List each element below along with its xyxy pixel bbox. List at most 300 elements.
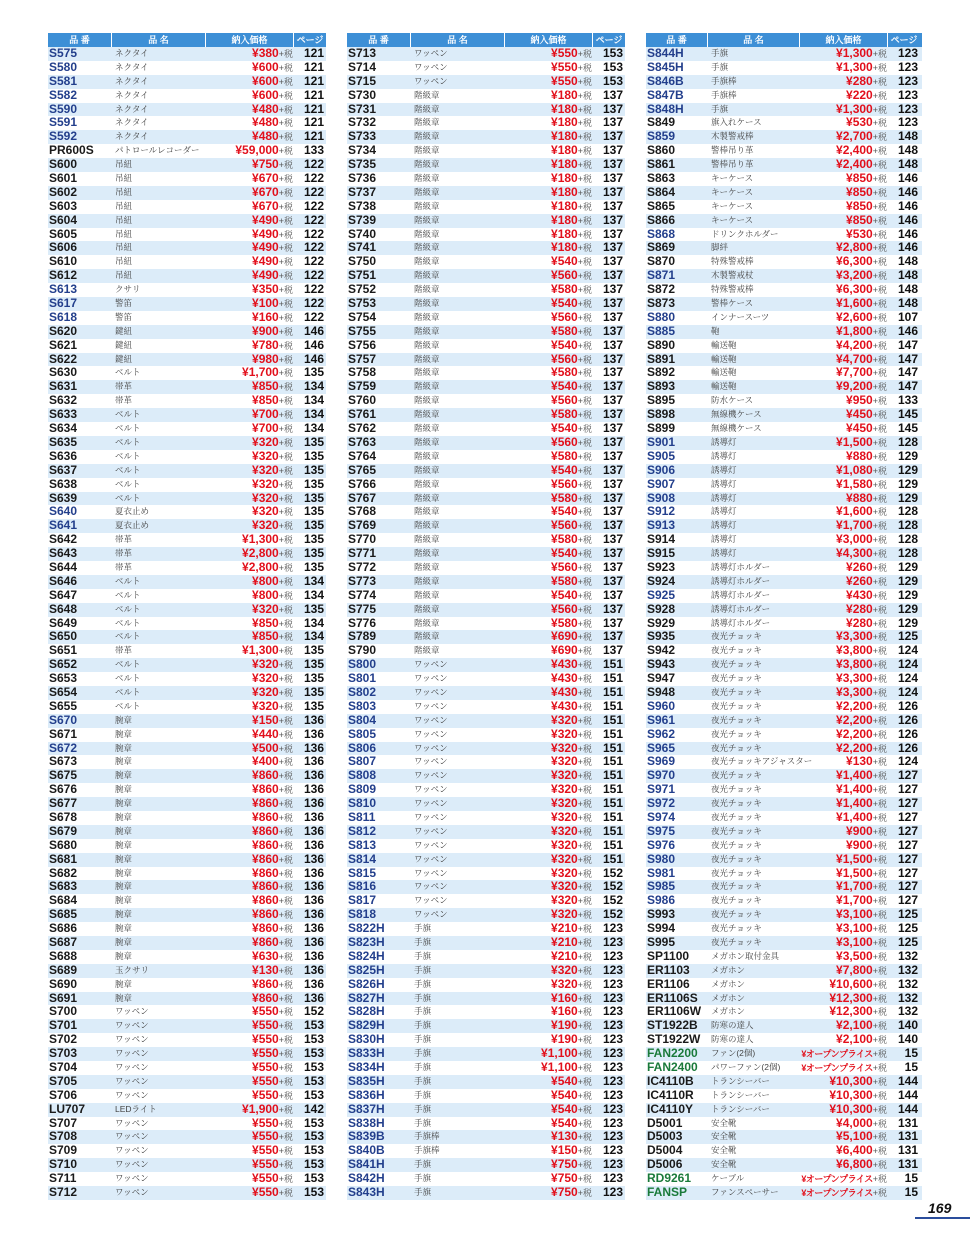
item-code: S823H bbox=[348, 935, 385, 949]
item-name: ファン(2個) bbox=[711, 1048, 756, 1059]
table-row bbox=[48, 1089, 326, 1103]
tax-suffix: +税 bbox=[872, 76, 887, 87]
item-name: 腕章 bbox=[115, 811, 133, 822]
catalog-page: 127 bbox=[897, 837, 918, 852]
tax-suffix: +税 bbox=[872, 229, 887, 240]
item-code: S942 bbox=[647, 643, 676, 658]
item-code: S734 bbox=[348, 143, 377, 158]
item-price bbox=[206, 366, 294, 380]
tax-suffix: +税 bbox=[577, 465, 592, 476]
table-row bbox=[646, 742, 922, 756]
item-code: S828H bbox=[348, 1004, 385, 1019]
table-row bbox=[48, 228, 326, 242]
tax-suffix: +税 bbox=[278, 187, 293, 198]
price-amount: ¥2,100 bbox=[836, 1018, 873, 1033]
tax-suffix: +税 bbox=[577, 104, 592, 115]
item-name: 階級章 bbox=[414, 589, 440, 600]
tax-suffix: +税 bbox=[872, 410, 887, 421]
item-price bbox=[206, 269, 294, 283]
item-name: 夜光チョッキ bbox=[711, 645, 762, 656]
catalog-page: 147 bbox=[897, 379, 918, 394]
item-price bbox=[505, 228, 593, 242]
item-price bbox=[505, 978, 593, 992]
price-amount: ¥540 bbox=[551, 587, 578, 602]
tax-suffix: +税 bbox=[278, 299, 293, 310]
catalog-page: 140 bbox=[897, 1032, 918, 1047]
table-row bbox=[48, 936, 326, 950]
catalog-page: 137 bbox=[602, 490, 623, 505]
item-name: 階級章 bbox=[414, 353, 440, 364]
price-amount: ¥750 bbox=[551, 1171, 578, 1186]
price-amount: ¥750 bbox=[551, 1157, 578, 1172]
tax-suffix: +税 bbox=[577, 160, 592, 171]
item-price bbox=[505, 158, 593, 172]
table-row bbox=[347, 200, 625, 214]
item-name: クサリ bbox=[115, 284, 141, 295]
table-row bbox=[347, 325, 625, 339]
tax-suffix: +税 bbox=[278, 1174, 293, 1185]
tax-suffix: +税 bbox=[278, 451, 293, 462]
item-price bbox=[206, 464, 294, 478]
table-row bbox=[646, 89, 922, 103]
catalog-page: 137 bbox=[602, 434, 623, 449]
item-code: D5003 bbox=[647, 1129, 683, 1144]
table-row bbox=[646, 144, 922, 158]
item-name: 特殊警戒棒 bbox=[711, 256, 754, 267]
item-name: 手旗棒 bbox=[414, 1131, 440, 1142]
price-amount: ¥180 bbox=[551, 240, 578, 255]
tax-suffix: +税 bbox=[278, 132, 293, 143]
item-price bbox=[800, 1186, 888, 1200]
table-row bbox=[646, 630, 922, 644]
catalog-page: 129 bbox=[897, 476, 918, 491]
table-row bbox=[347, 992, 625, 1006]
item-code: IC4110B bbox=[647, 1073, 694, 1088]
table-row bbox=[48, 116, 326, 130]
item-price bbox=[206, 880, 294, 894]
tax-suffix: +税 bbox=[872, 465, 887, 476]
item-price bbox=[800, 964, 888, 978]
price-amount: ¥3,800 bbox=[836, 657, 873, 672]
item-code: S844H bbox=[647, 46, 684, 60]
price-amount: ¥580 bbox=[551, 490, 578, 505]
table-row bbox=[646, 297, 922, 311]
item-price bbox=[206, 922, 294, 936]
catalog-page: 136 bbox=[303, 907, 324, 922]
table-row bbox=[48, 492, 326, 506]
catalog-page: 137 bbox=[602, 379, 623, 394]
tax-suffix: +税 bbox=[577, 854, 592, 865]
item-price bbox=[800, 297, 888, 311]
tax-suffix: +税 bbox=[278, 1188, 293, 1199]
catalog-page: 129 bbox=[897, 462, 918, 477]
item-code: S751 bbox=[348, 268, 377, 283]
item-code: S802 bbox=[348, 684, 377, 699]
catalog-page: 151 bbox=[602, 809, 623, 824]
catalog-page: 152 bbox=[602, 879, 623, 894]
item-price bbox=[206, 894, 294, 908]
page-number-underline bbox=[915, 1217, 970, 1219]
tax-suffix: +税 bbox=[577, 118, 592, 129]
price-amount: ¥540 bbox=[551, 1087, 578, 1102]
item-price bbox=[800, 353, 888, 367]
item-price bbox=[800, 672, 888, 686]
catalog-page: 134 bbox=[303, 573, 324, 588]
table-row bbox=[48, 894, 326, 908]
item-code: S974 bbox=[647, 809, 676, 824]
tax-suffix: +税 bbox=[872, 368, 887, 379]
tax-suffix: +税 bbox=[577, 840, 592, 851]
table-row bbox=[48, 130, 326, 144]
catalog-page: 152 bbox=[602, 865, 623, 880]
item-name: ネクタイ bbox=[115, 89, 149, 100]
item-name: ベルト bbox=[115, 700, 141, 711]
table-row bbox=[646, 450, 922, 464]
catalog-page: 123 bbox=[897, 115, 918, 130]
item-name: 階級章 bbox=[414, 423, 440, 434]
tax-suffix: +税 bbox=[872, 785, 887, 796]
table-row bbox=[347, 880, 625, 894]
item-price bbox=[206, 603, 294, 617]
item-name: ワッペン bbox=[115, 1089, 149, 1100]
catalog-page: 152 bbox=[602, 907, 623, 922]
item-price bbox=[505, 339, 593, 353]
item-price bbox=[505, 922, 593, 936]
catalog-page: 146 bbox=[897, 171, 918, 186]
catalog-page: 137 bbox=[602, 282, 623, 297]
table-row bbox=[646, 339, 922, 353]
item-name: 手旗 bbox=[711, 48, 729, 58]
item-name: 夜光チョッキ bbox=[711, 728, 762, 739]
tax-suffix: +税 bbox=[872, 1188, 887, 1199]
table-row bbox=[646, 728, 922, 742]
item-price bbox=[800, 283, 888, 297]
tax-suffix: +税 bbox=[577, 1090, 592, 1101]
catalog-page: 126 bbox=[897, 726, 918, 741]
catalog-page: 122 bbox=[303, 212, 324, 227]
catalog-page: 146 bbox=[897, 323, 918, 338]
tax-suffix: +税 bbox=[872, 437, 887, 448]
tax-suffix: +税 bbox=[278, 410, 293, 421]
catalog-page: 136 bbox=[303, 796, 324, 811]
tax-suffix: +税 bbox=[278, 910, 293, 921]
item-price bbox=[206, 103, 294, 117]
tax-suffix: +税 bbox=[278, 1132, 293, 1143]
table-row bbox=[646, 575, 922, 589]
price-amount: ¥2,800 bbox=[242, 559, 279, 574]
table-row bbox=[347, 922, 625, 936]
item-code: S685 bbox=[49, 907, 78, 922]
tax-suffix: +税 bbox=[577, 229, 592, 240]
table-row bbox=[347, 186, 625, 200]
table-row bbox=[48, 825, 326, 839]
item-code: S830H bbox=[348, 1032, 385, 1047]
table-row bbox=[48, 603, 326, 617]
item-price bbox=[505, 894, 593, 908]
price-amount: ¥540 bbox=[551, 379, 578, 394]
item-price bbox=[800, 533, 888, 547]
item-price bbox=[800, 214, 888, 228]
tax-suffix: +税 bbox=[278, 979, 293, 990]
table-row bbox=[347, 894, 625, 908]
item-price bbox=[206, 1144, 294, 1158]
item-code: S912 bbox=[647, 504, 676, 519]
price-amount: ¥180 bbox=[551, 171, 578, 186]
table-row bbox=[646, 353, 922, 367]
tax-suffix: +税 bbox=[872, 243, 887, 254]
item-code: S622 bbox=[49, 351, 78, 366]
table-row bbox=[48, 422, 326, 436]
item-code: S960 bbox=[647, 698, 676, 713]
tax-suffix: +税 bbox=[577, 201, 592, 212]
item-price bbox=[505, 366, 593, 380]
item-price bbox=[800, 783, 888, 797]
item-price bbox=[505, 47, 593, 61]
item-price bbox=[206, 783, 294, 797]
item-code: S863 bbox=[647, 171, 676, 186]
item-name: 手旗 bbox=[414, 1187, 432, 1198]
price-amount: ¥320 bbox=[252, 657, 279, 672]
table-row bbox=[646, 617, 922, 631]
item-price bbox=[505, 492, 593, 506]
price-amount: ¥860 bbox=[252, 990, 279, 1005]
tax-suffix: +税 bbox=[872, 493, 887, 504]
item-name: LEDライト bbox=[115, 1103, 157, 1114]
table-row bbox=[646, 644, 922, 658]
item-code: S758 bbox=[348, 365, 377, 380]
tax-suffix: +税 bbox=[577, 535, 592, 546]
catalog-page: 151 bbox=[602, 754, 623, 769]
item-code: S617 bbox=[49, 296, 78, 311]
catalog-page: 129 bbox=[897, 601, 918, 616]
table-row bbox=[48, 1144, 326, 1158]
item-code: S673 bbox=[49, 754, 78, 769]
catalog-page: 146 bbox=[303, 351, 324, 366]
table-row bbox=[646, 1103, 922, 1117]
table-header bbox=[48, 33, 326, 47]
item-price bbox=[505, 297, 593, 311]
item-code: S635 bbox=[49, 434, 78, 449]
item-code: S632 bbox=[49, 393, 78, 408]
catalog-page: 153 bbox=[602, 46, 623, 60]
item-name: 夜光チョッキ bbox=[711, 770, 762, 781]
table-row bbox=[646, 241, 922, 255]
item-code: S690 bbox=[49, 976, 78, 991]
item-code: S804 bbox=[348, 712, 377, 727]
catalog-page: 146 bbox=[897, 226, 918, 241]
table-row bbox=[347, 561, 625, 575]
table-row bbox=[646, 436, 922, 450]
item-name: 手旗 bbox=[414, 992, 432, 1003]
tax-suffix: +税 bbox=[278, 243, 293, 254]
item-code: S895 bbox=[647, 393, 676, 408]
item-price bbox=[505, 728, 593, 742]
item-price bbox=[800, 186, 888, 200]
catalog-page: 123 bbox=[602, 1185, 623, 1200]
item-name: インナースーツ bbox=[711, 311, 770, 322]
price-amount: ¥670 bbox=[252, 184, 279, 199]
catalog-page: 136 bbox=[303, 712, 324, 727]
item-price bbox=[505, 144, 593, 158]
tax-suffix: +税 bbox=[577, 868, 592, 879]
table-row bbox=[48, 450, 326, 464]
tax-suffix: +税 bbox=[577, 479, 592, 490]
tax-suffix: +税 bbox=[872, 854, 887, 865]
item-price bbox=[206, 228, 294, 242]
tax-suffix: +税 bbox=[577, 437, 592, 448]
item-name: 階級章 bbox=[414, 117, 440, 128]
item-name: 階級章 bbox=[414, 159, 440, 170]
tax-suffix: +税 bbox=[577, 1076, 592, 1087]
item-code: S702 bbox=[49, 1032, 78, 1047]
item-price bbox=[206, 339, 294, 353]
price-amount: ¥1,500 bbox=[836, 434, 873, 449]
item-code: S789 bbox=[348, 629, 377, 644]
item-code: S813 bbox=[348, 837, 377, 852]
price-amount: ¥130 bbox=[846, 754, 873, 769]
item-code: S689 bbox=[49, 962, 78, 977]
price-amount: ¥980 bbox=[252, 351, 279, 366]
item-price bbox=[206, 1005, 294, 1019]
item-name: 夜光チョッキ bbox=[711, 895, 762, 906]
item-code: S826H bbox=[348, 976, 385, 991]
price-amount: ¥130 bbox=[252, 962, 279, 977]
table-row bbox=[347, 255, 625, 269]
item-name: 夜光チョッキ bbox=[711, 937, 762, 947]
item-price bbox=[800, 575, 888, 589]
item-name: 腕章 bbox=[115, 895, 133, 906]
price-amount: ¥2,800 bbox=[242, 546, 279, 561]
catalog-page: 122 bbox=[303, 268, 324, 283]
item-name: 夜光チョッキ bbox=[711, 867, 762, 878]
item-price bbox=[505, 797, 593, 811]
catalog-page: 137 bbox=[602, 518, 623, 533]
table-row bbox=[646, 1005, 922, 1019]
item-code: S834H bbox=[348, 1060, 385, 1075]
item-name: 階級章 bbox=[414, 575, 440, 586]
item-code: S730 bbox=[348, 87, 377, 102]
item-code: S809 bbox=[348, 782, 377, 797]
table-row bbox=[48, 172, 326, 186]
item-name: 階級章 bbox=[414, 534, 440, 545]
item-code: S972 bbox=[647, 796, 676, 811]
item-name: ベルト bbox=[115, 436, 141, 447]
price-amount: ¥320 bbox=[252, 462, 279, 477]
table-row bbox=[347, 1089, 625, 1103]
table-row bbox=[48, 1117, 326, 1131]
price-amount: ¥550 bbox=[252, 1046, 279, 1061]
item-code: PR600S bbox=[49, 143, 94, 158]
item-price bbox=[206, 478, 294, 492]
price-amount: ¥180 bbox=[551, 226, 578, 241]
tax-suffix: +税 bbox=[577, 896, 592, 907]
price-amount: ¥780 bbox=[252, 337, 279, 352]
item-price bbox=[800, 894, 888, 908]
item-name: 腕章 bbox=[115, 992, 133, 1003]
item-code: S816 bbox=[348, 879, 377, 894]
table-row bbox=[646, 47, 922, 61]
item-price bbox=[800, 116, 888, 130]
item-price bbox=[505, 936, 593, 950]
item-name: ベルト bbox=[115, 409, 141, 420]
price-amount: ¥3,300 bbox=[836, 671, 873, 686]
table-row bbox=[48, 200, 326, 214]
price-amount: ¥560 bbox=[551, 268, 578, 283]
table-row bbox=[646, 936, 922, 950]
price-amount: ¥900 bbox=[846, 837, 873, 852]
item-price bbox=[800, 950, 888, 964]
table-row bbox=[347, 714, 625, 728]
price-amount: ¥540 bbox=[551, 546, 578, 561]
price-amount: ¥560 bbox=[551, 601, 578, 616]
tax-suffix: +税 bbox=[872, 924, 887, 935]
price-amount: ¥860 bbox=[252, 851, 279, 866]
item-code: S580 bbox=[49, 59, 78, 74]
tax-suffix: +税 bbox=[278, 729, 293, 740]
item-name: 階級章 bbox=[414, 228, 440, 239]
item-code: S822H bbox=[348, 921, 385, 936]
item-price bbox=[505, 116, 593, 130]
catalog-page: 129 bbox=[897, 490, 918, 505]
item-name: 夜光チョッキ bbox=[711, 798, 762, 809]
catalog-page: 148 bbox=[897, 157, 918, 172]
price-amount: ¥860 bbox=[252, 893, 279, 908]
item-code: S655 bbox=[49, 698, 78, 713]
item-name: 輸送鞄 bbox=[711, 367, 737, 378]
catalog-page: 153 bbox=[303, 1115, 324, 1130]
tax-suffix: +税 bbox=[577, 590, 592, 601]
item-code: S827H bbox=[348, 990, 385, 1005]
item-code: S590 bbox=[49, 101, 78, 116]
price-amount: ¥500 bbox=[252, 740, 279, 755]
item-price bbox=[800, 269, 888, 283]
table-row bbox=[646, 547, 922, 561]
item-code: S925 bbox=[647, 587, 676, 602]
item-price bbox=[505, 478, 593, 492]
item-code: S864 bbox=[647, 184, 676, 199]
item-name: ワッペン bbox=[414, 673, 448, 684]
price-amount: ¥1,400 bbox=[836, 782, 873, 797]
item-price bbox=[206, 533, 294, 547]
price-amount: ¥580 bbox=[551, 573, 578, 588]
table-row bbox=[48, 644, 326, 658]
catalog-page: 121 bbox=[303, 87, 324, 102]
item-name: 階級章 bbox=[414, 339, 440, 350]
item-name: 階級章 bbox=[414, 409, 440, 420]
catalog-page: 135 bbox=[303, 698, 324, 713]
catalog-page: 131 bbox=[897, 1143, 918, 1158]
price-amount: ¥1,800 bbox=[836, 323, 873, 338]
header-code: 品 番 bbox=[48, 33, 112, 47]
tax-suffix: +税 bbox=[278, 1146, 293, 1157]
table-row bbox=[347, 380, 625, 394]
catalog-page: 148 bbox=[897, 296, 918, 311]
price-amount: ¥160 bbox=[551, 1004, 578, 1019]
catalog-page: 137 bbox=[602, 421, 623, 436]
item-name: 手旗棒 bbox=[711, 89, 737, 100]
item-price bbox=[505, 589, 593, 603]
item-price bbox=[206, 769, 294, 783]
item-code: S993 bbox=[647, 907, 676, 922]
item-code: S703 bbox=[49, 1046, 78, 1061]
catalog-page: 151 bbox=[602, 726, 623, 741]
table-row bbox=[646, 214, 922, 228]
catalog-page: 124 bbox=[897, 643, 918, 658]
item-code: S650 bbox=[49, 629, 78, 644]
item-price bbox=[505, 269, 593, 283]
price-amount: ¥320 bbox=[551, 907, 578, 922]
price-amount: ¥6,300 bbox=[836, 254, 873, 269]
